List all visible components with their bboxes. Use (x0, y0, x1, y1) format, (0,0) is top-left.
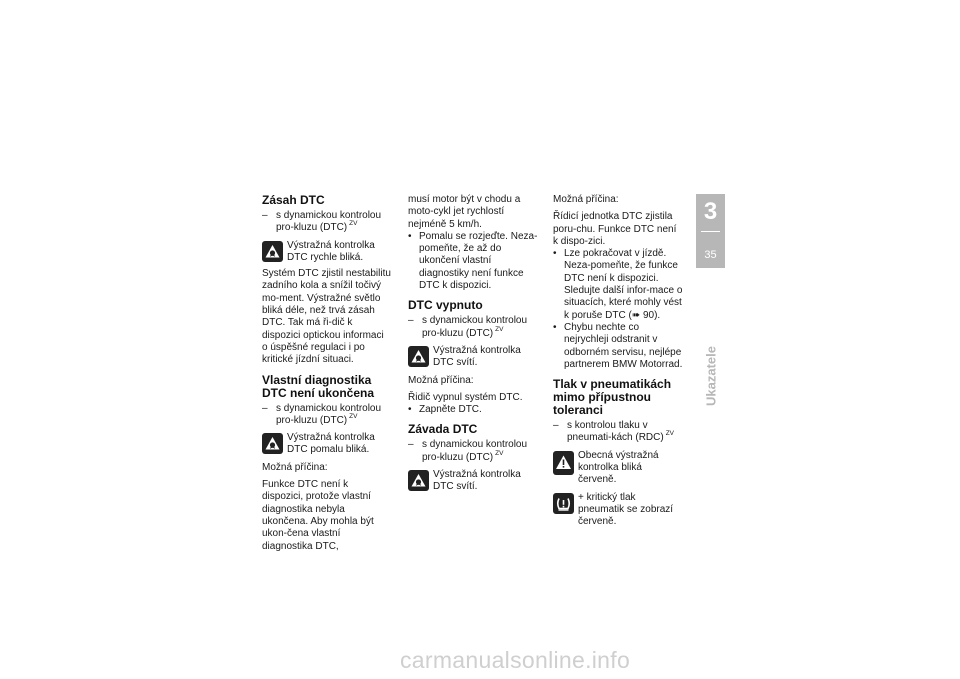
warning-lamp-row (262, 240, 392, 265)
optional-equipment-mark: ZV (665, 430, 675, 438)
warning-lamp-row (408, 469, 538, 494)
heading-self-diagnosis: Vlastní diagnostika DTC není ukončena (262, 372, 375, 400)
lamp-description: + kritický tlak pneumatik se zobrazí červeně. (578, 491, 674, 528)
tab-divider (701, 231, 720, 232)
column-2 (408, 194, 538, 498)
paragraph: Řídicí jednotka DTC zjistila poru-chu. Funkce DTC není k dispo-zici. (553, 211, 677, 247)
heading-dtc-intervention: Zásah DTC (262, 193, 325, 207)
chapter-title: Ukazatele (703, 346, 719, 406)
optional-equipment-mark: ZV (349, 412, 358, 420)
warning-lamp-row (553, 492, 683, 529)
cause-label: Možná příčina: (408, 374, 474, 386)
column-1 (262, 194, 392, 553)
lamp-description: Obecná výstražná kontrolka bliká červeně. (578, 449, 659, 486)
equipment-text: s dynamickou kontrolou pro-kluzu (DTC) (276, 210, 382, 234)
lamp-description: Výstražná kontrolka DTC pomalu bliká. (287, 432, 375, 456)
paragraph: musí motor být v chodu a moto-cykl jet rychlostí nejméně 5 km/h. (408, 194, 521, 230)
equipment-note (553, 420, 683, 445)
optional-equipment-mark: ZV (495, 449, 504, 457)
page-number: 35 (704, 249, 717, 261)
lamp-description: Výstražná kontrolka DTC svítí. (433, 344, 521, 369)
lamp-description: Výstražná kontrolka DTC svítí. (433, 469, 521, 493)
bullet-item: • Lze pokračovat v jízdě. Neza-pomeňte, že funkce DTC není k dispozici. Sledujte další infor-mace o situacích, které mohly vést k poruše DTC (➠ 90). (553, 248, 683, 322)
column-3 (553, 194, 683, 533)
optional-equipment-mark: ZV (349, 220, 358, 228)
dtc-warning-icon (262, 433, 283, 454)
cause-label: Možná příčina: (262, 461, 328, 473)
dtc-warning-icon (408, 470, 429, 491)
dtc-warning-icon (408, 346, 429, 367)
equipment-note (262, 403, 392, 428)
paragraph: Systém DTC zjistil nestabilitu zadního kola a snížil točivý mo-ment. Výstražné světlo bliká déle, než trvá zásah DTC. Tak má ři-dič k dispozici optickou informaci o úspěšné regulaci i po kritické jízdní situaci. (262, 268, 391, 366)
tire-pressure-icon (553, 493, 574, 514)
paragraph: Funkce DTC není k dispozici, protože vlastní diagnostika nebyla ukončena. Aby mohla být ukon-čena vlastní diagnostika DTC, (262, 479, 374, 552)
warning-lamp-row (553, 450, 683, 487)
equipment-note (408, 315, 538, 340)
chapter-number: 3 (703, 198, 718, 225)
warning-lamp-row (262, 432, 392, 457)
equipment-note (262, 210, 392, 235)
lamp-description: Výstražná kontrolka DTC rychle bliká. (287, 239, 375, 263)
warning-lamp-row (408, 345, 538, 370)
bullet-item: • Chybu nechte co nejrychleji odstranit v odborném servisu, nejlépe partnerem BMW Motorrad. (553, 322, 683, 371)
bullet-item: • Zapněte DTC. (408, 404, 538, 416)
heading-tire-pressure: Tlak v pneumatikách mimo přípustnou toleranci (553, 377, 672, 418)
optional-equipment-mark: ZV (495, 325, 504, 333)
equipment-text: s dynamickou kontrolou pro-kluzu (DTC) (276, 402, 382, 426)
dtc-warning-icon (262, 241, 283, 262)
paragraph: Řidič vypnul systém DTC. (408, 391, 523, 403)
chapter-side-label (701, 336, 721, 416)
watermark: carmanualsonline.info (400, 647, 631, 673)
bullet-item: • Pomalu se rozjeďte. Neza-pomeňte, že až do ukončení vlastní diagnostiky není funkce DTC k dispozici. (408, 231, 538, 292)
equipment-text: s kontrolou tlaku v pneumati-kách (RDC) (567, 420, 664, 444)
cause-label: Možná příčina: (553, 194, 619, 205)
chapter-tab (696, 194, 725, 268)
general-warning-triangle-icon (553, 451, 574, 475)
equipment-text: s dynamickou kontrolou pro-kluzu (DTC) (422, 439, 528, 463)
equipment-note (408, 439, 538, 464)
equipment-text: s dynamickou kontrolou pro-kluzu (DTC) (422, 315, 528, 339)
heading-dtc-fault: Závada DTC (408, 422, 478, 437)
heading-dtc-off: DTC vypnuto (408, 298, 483, 313)
